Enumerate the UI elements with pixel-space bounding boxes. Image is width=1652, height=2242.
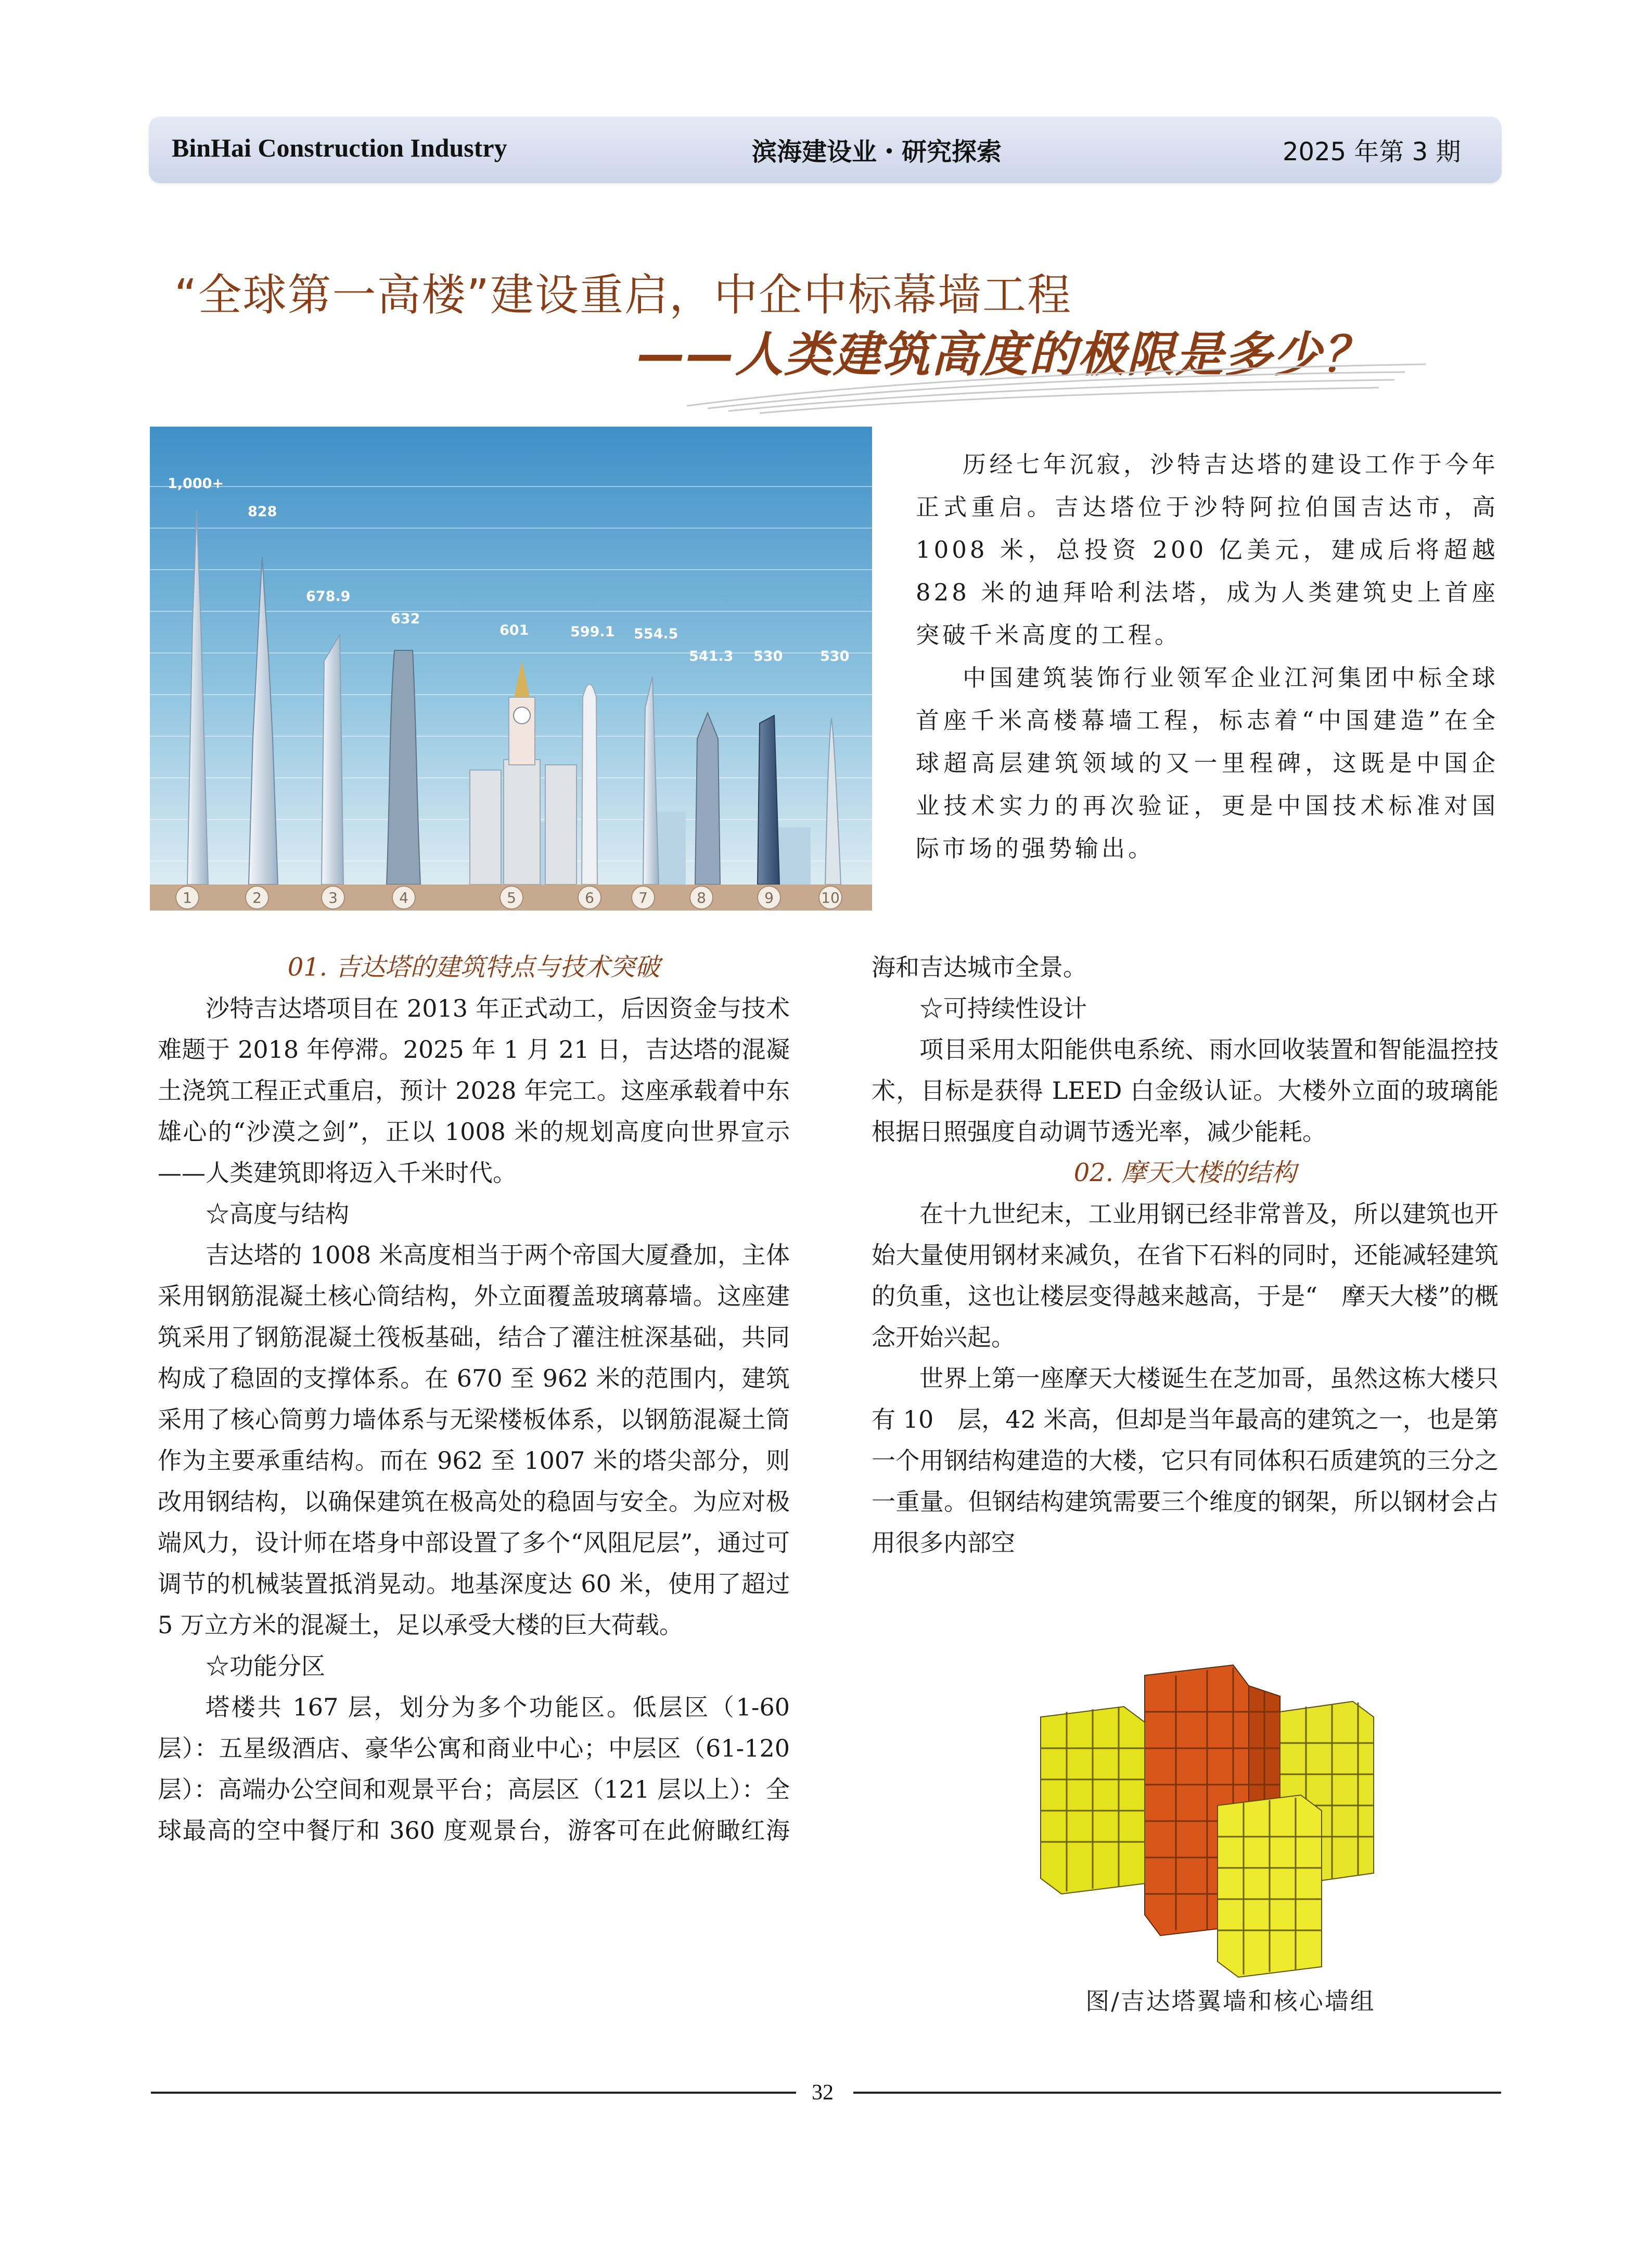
index-label-5: 5 <box>507 889 516 906</box>
body-paragraph: 项目采用太阳能供电系统、雨水回收装置和智能温控技术，目标是获得 LEED 白金级认证。大楼外立面的玻璃能根据日照强度自动调节透光率，减少能耗。 <box>872 1035 1499 1146</box>
section-heading-1: 01. 吉达塔的建筑特点与技术突破 <box>287 953 660 982</box>
skyscraper-height-chart <box>150 427 872 911</box>
article-subtitle: ——人类建筑高度的极限是多少？ <box>637 327 1372 382</box>
building-8 <box>695 713 720 885</box>
figure-caption: 图/吉达塔翼墙和核心墙组 <box>1085 1987 1376 2015</box>
wing-wall-left <box>1041 1707 1145 1894</box>
height-label-7: 554.5 <box>634 626 678 642</box>
building-6 <box>582 684 597 885</box>
journal-name-en: BinHai Construction Industry <box>172 133 507 162</box>
section-heading-2: 02. 摩天大楼的结构 <box>1073 1158 1297 1187</box>
index-label-3: 3 <box>328 889 338 906</box>
height-label-3: 678.9 <box>306 588 351 605</box>
wing-wall-front <box>1218 1795 1322 1977</box>
index-label-1: 1 <box>183 889 192 906</box>
sub-heading-height-structure: ☆高度与结构 <box>206 1200 349 1228</box>
journal-section: 滨海建设业・研究探索 <box>752 137 1002 166</box>
body-column-left <box>158 947 790 1851</box>
index-label-10: 10 <box>821 889 840 906</box>
article-title: “全球第一高楼”建设重启，中企中标幕墙工程 <box>174 270 1072 321</box>
index-label-2: 2 <box>252 889 262 906</box>
body-column-right <box>872 947 1499 1564</box>
building-3 <box>322 635 343 885</box>
height-label-1: 1,000+ <box>168 476 224 492</box>
core-wall-figure <box>989 1655 1509 1982</box>
body-paragraph: 塔楼共 167 层，划分为多个功能区。低层区（1-60 层）：五星级酒店、豪华公寓和商业中心；中层区（61-120 层）：高端办公空间和观景平台；高层区（121 层以上）：全球最高的空中餐厅和 360 度观景台，游客可在此俯瞰红海 <box>158 1693 790 1844</box>
height-label-9: 530 <box>753 648 783 664</box>
index-label-8: 8 <box>697 889 706 906</box>
sub-heading-function-zones: ☆功能分区 <box>206 1652 325 1680</box>
body-paragraph: 世界上第一座摩天大楼诞生在芝加哥，虽然这栋大楼只有 10 层，42 米高，但却是当年最高的建筑之一，也是第一个用钢结构建造的大楼，它只有同体积石质建筑的三分之一重量。但钢结构建筑需要三个维度的钢架，所以钢材会占用很多内部空 <box>872 1364 1499 1557</box>
index-label-9: 9 <box>764 889 774 906</box>
height-label-10: 530 <box>820 648 850 664</box>
intro-paragraph: 中国建筑装饰行业领军企业江河集团中标全球首座千米高楼幕墙工程，标志着“中国建造”在全球超高层建筑领域的又一里程碑，这既是中国企业技术实力的再次验证，更是中国技术标准对国际市场的强势输出。 <box>916 664 1499 862</box>
height-label-4: 632 <box>391 611 420 627</box>
body-paragraph: 吉达塔的 1008 米高度相当于两个帝国大厦叠加，主体采用钢筋混凝土核心筒结构，外立面覆盖玻璃幕墙。这座建筑采用了钢筋混凝土筏板基础，结合了灌注桩深基础，共同构成了稳固的支撑体系。在 670 至 962 米的范围内，建筑采用了核心筒剪力墙体系与无梁楼板体系，以钢筋混凝土筒作为主要承重结构。而在 962 至 1007 米的塔尖部分，则改用钢结构，以确保建筑在极高处的稳固与安全。为应对极端风力，设计师在塔身中部设置了多个“风阻尼层”，通过可调节的机械装置抵消晃动。地基深度达 60 米，使用了超过 5 万立方米的混凝土，足以承受大楼的巨大荷载。 <box>158 1241 790 1639</box>
issue-number: 2025 年第 3 期 <box>1283 137 1461 166</box>
intro-block <box>916 443 1499 870</box>
paragraph-continuation: 海和吉达城市全景。 <box>872 953 1087 981</box>
footer-rule-left <box>151 2092 796 2094</box>
intro-paragraph: 历经七年沉寂，沙特吉达塔的建设工作于今年正式重启。吉达塔位于沙特阿拉伯国吉达市，高 1008 米，总投资 200 亿美元，建成后将超越 828 米的迪拜哈利法塔，成为人类建筑史上首座突破千米高度的工程。 <box>916 451 1499 649</box>
body-paragraph: 在十九世纪末，工业用钢已经非常普及，所以建筑也开始大量使用钢材来减负，在省下石料的同时，还能减轻建筑的负重，这也让楼层变得越来越高，于是“ 摩天大楼”的概念开始兴起。 <box>872 1200 1499 1351</box>
height-label-8: 541.3 <box>689 648 734 664</box>
footer-rule-right <box>853 2092 1501 2094</box>
index-label-6: 6 <box>585 889 594 906</box>
sub-heading-sustainability: ☆可持续性设计 <box>919 994 1087 1022</box>
height-label-2: 828 <box>248 504 277 520</box>
body-paragraph: 沙特吉达塔项目在 2013 年正式动工，后因资金与技术难题于 2018 年停滞。2025 年 1 月 21 日，吉达塔的混凝土浇筑工程正式重启，预计 2028 年完工。这座承载着中东雄心的“沙漠之剑”，正以 1008 米的规划高度向世界宣示——人类建筑即将迈入千米时代。 <box>158 994 790 1187</box>
page-number: 32 <box>812 2081 834 2105</box>
index-label-7: 7 <box>638 889 648 906</box>
decorative-swoosh <box>676 359 1431 416</box>
body-paragraph-continued <box>872 947 1499 988</box>
height-label-5: 601 <box>500 622 529 638</box>
index-label-4: 4 <box>399 889 408 906</box>
height-label-6: 599.1 <box>570 624 615 640</box>
